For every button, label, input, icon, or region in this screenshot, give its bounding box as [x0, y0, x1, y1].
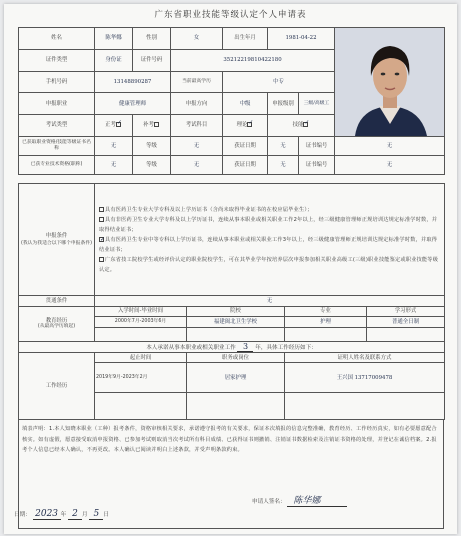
education-label-cell	[19, 307, 95, 342]
gender-label: 性别	[133, 28, 171, 50]
dob-value: 1981-04-22	[268, 28, 335, 50]
conditions-sublabel: (我认为我适合以下哪个申报条件)	[21, 240, 92, 246]
check-regular-icon[interactable]	[116, 122, 121, 127]
subjects-label: 考试科目	[171, 115, 223, 137]
personal-info-table	[18, 27, 445, 175]
date-year[interactable]: 2023	[33, 509, 61, 520]
cert1-value: 无	[95, 137, 133, 156]
date-day[interactable]: 5	[89, 509, 103, 520]
direction-value: 中级	[223, 93, 268, 115]
cert1-no-value: 无	[335, 137, 445, 156]
id-no-label: 证件号码	[133, 49, 171, 71]
check-theory-icon[interactable]	[247, 122, 252, 127]
date-label: 日期：	[14, 512, 31, 518]
applicant-photo	[335, 28, 445, 137]
education-table	[18, 306, 445, 342]
id-type-label: 证件类型	[19, 49, 95, 71]
check-makeup-icon[interactable]	[154, 122, 159, 127]
work-position: 居家护理	[187, 363, 285, 393]
dob-label: 出生年月	[223, 28, 268, 50]
name-value: 陈华娜	[95, 28, 133, 50]
work-header-witness: 证明人姓名及联系方式	[285, 353, 445, 363]
cert1-level-value: 无	[171, 137, 223, 156]
work-years-line: 本人承诺从事本职业或相关职业工作 3 年，具体工作经历如下：	[19, 342, 445, 353]
conditions-list	[95, 184, 445, 296]
cert2-level-value: 无	[171, 156, 223, 175]
cert1-no-label: 证书编号	[299, 137, 335, 156]
cert2-value: 无	[95, 156, 133, 175]
id-type-value: 身份证	[95, 49, 133, 71]
declaration-text: 填表声明：1.本人知晓本职业（工种）报考条件，资格审核相关要求，承诺遵守报考的有关要求，保证本次填报的信息完整准确，教育经历、工作经历真实，如有必要愿意配合核实。如有虚假，愿意接受取消申报资格、已参加考试则取消当次考试所有科目成绩、已获得证书则撤销、注销证书数据检索及注销证书资格的处理，并登记在诚信档案。2.报考个人信息已经本人确认，不再更改。本人确认已阅读并明白上述条款，并受声明条款约束。	[22, 426, 437, 453]
condition-item[interactable]: 具有医药卫生专业大学专科及以上学历证书（含尚未取得毕业证书的在校应届毕业生）；	[99, 205, 440, 215]
cert2-no-label: 证书编号	[299, 156, 335, 175]
work-witness: 王兴国 13717009478	[285, 363, 445, 393]
option-makeup[interactable]: 补考	[133, 115, 171, 137]
cert1-label: 已获取职业资格/技能等级证书名称	[19, 137, 95, 156]
condition-checkbox-icon[interactable]	[99, 257, 104, 262]
direction-label: 申报方向	[171, 93, 223, 115]
cert2-label: 已获专业技术资格(职称)	[19, 156, 95, 175]
cert2-date-value: 无	[268, 156, 299, 175]
option-skill[interactable]: 技能✓	[268, 115, 335, 137]
condition-checkbox-icon[interactable]	[99, 237, 104, 242]
gender-value: 女	[171, 28, 223, 50]
conditions-label: 申报条件	[45, 232, 68, 239]
pass-label: 贯通条件	[19, 296, 95, 307]
option-regular[interactable]: 正考✓	[95, 115, 133, 137]
level-label: 申报级别	[268, 93, 299, 115]
cert1-level-label: 等级	[133, 137, 171, 156]
edu-value: 中专	[223, 71, 335, 93]
conditions-label-cell	[19, 184, 95, 296]
work-header-time: 起止时间	[95, 353, 187, 363]
exam-type-label: 考试类型	[19, 115, 95, 137]
occupation-value: 健康管理师	[95, 93, 171, 115]
conditions-table	[18, 183, 445, 307]
condition-checkbox-icon[interactable]	[99, 217, 104, 222]
applicant-label: 申请人签名：	[252, 499, 286, 505]
cert2-date-label: 获证日期	[223, 156, 268, 175]
applicant-signature[interactable]: 陈华娜	[287, 493, 347, 507]
option-theory[interactable]: 理论✓	[223, 115, 268, 137]
cert2-no-value: 无	[335, 156, 445, 175]
application-form	[4, 4, 457, 534]
level-value: 三级/高级工	[299, 93, 335, 115]
edu-major: 护理	[285, 317, 367, 328]
edu-label: 当前最高学历	[171, 71, 223, 93]
education-note: (从最高学历填起)	[37, 324, 76, 330]
check-skill-icon[interactable]	[303, 122, 308, 127]
id-no-value: 35212219810422180	[171, 49, 335, 71]
date-row: 日期： 2023 年 2 月 5 日	[14, 509, 109, 519]
edu-time: 2000年7月-2003年6月	[95, 317, 187, 328]
cert2-level-label: 等级	[133, 156, 171, 175]
edu-header-school: 院校	[187, 307, 285, 317]
work-years-value: 3	[237, 342, 253, 352]
condition-item[interactable]: 广东省技工院校学生或经评价认定的职业院校学生，可在其毕业学年按培养层次申报参加相关职业高级工(三级)职业技能鉴定或职业技能等级认定。	[99, 256, 439, 273]
cert1-date-label: 获证日期	[223, 137, 268, 156]
education-label: 教育经历	[45, 318, 68, 325]
condition-item[interactable]: 具有非医药卫生专业大学专科及以上学历证书，连续从事本职业或相关职业工作2年以上，经三级健康管理师正规培训达规定标准学时数，并取得结业证书；	[99, 216, 438, 233]
name-label: 姓名	[19, 28, 95, 50]
edu-mode: 普通全日制	[367, 317, 445, 328]
phone-label: 手机号码	[19, 71, 95, 93]
phone-value: 13148890287	[95, 71, 171, 93]
condition-item[interactable]: ✓具有医药卫生专业中等专科以上学历证书，连续从事本职业或相关职业工作3年以上，经三级健康管理师正规培训达规定标准学时数，并取得结业证书；	[99, 235, 440, 255]
pass-value: 无	[95, 296, 445, 307]
work-table	[18, 341, 445, 420]
form-title: 广东省职业技能等级认定个人申请表	[154, 10, 307, 20]
condition-checkbox-icon[interactable]	[99, 207, 104, 212]
cert1-date-value: 无	[268, 137, 299, 156]
occupation-label: 申报职业	[19, 93, 95, 115]
edu-header-mode: 学习形式	[367, 307, 445, 317]
date-month[interactable]: 2	[68, 509, 82, 520]
work-label: 工作经历	[19, 353, 95, 420]
work-header-position: 职务或岗位	[187, 353, 285, 363]
edu-header-major: 专业	[285, 307, 367, 317]
edu-school: 福建闽北卫生学校	[187, 317, 285, 328]
applicant-sign-row	[252, 493, 347, 507]
edu-header-time: 入学时间-毕业时间	[95, 307, 187, 317]
work-time: 2019年9月-2023年2月	[95, 363, 187, 393]
